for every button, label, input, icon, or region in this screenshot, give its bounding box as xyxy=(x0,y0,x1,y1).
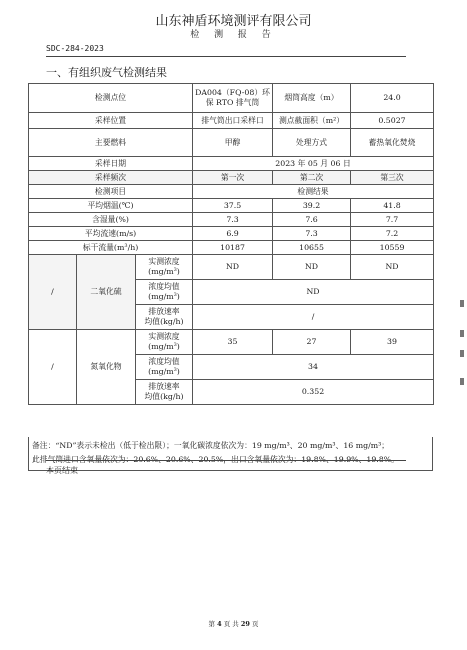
end-divider xyxy=(46,460,406,461)
so2-average-value: ND xyxy=(193,280,434,305)
so2-slash: / xyxy=(29,255,77,330)
fuel-value: 甲醇 xyxy=(193,129,273,157)
nox-measured-3: 39 xyxy=(351,330,434,355)
frequency-label: 采样频次 xyxy=(29,171,193,185)
param-label: 含湿量(%) xyxy=(29,213,193,227)
document-number: SDC-284-2023 xyxy=(46,44,104,53)
frequency-1: 第一次 xyxy=(193,171,273,185)
section-area-label: 测点截面积（m²） xyxy=(273,113,351,129)
row-fuel xyxy=(29,129,434,157)
so2-measured-row xyxy=(29,255,434,280)
sampling-position-value: 排气筒出口采样口 xyxy=(193,113,273,129)
param-value: 10559 xyxy=(351,241,434,255)
scan-edge-mark xyxy=(460,300,464,307)
page-number: 第 4 页 共 29 页 xyxy=(208,620,259,628)
param-value: 7.2 xyxy=(351,227,434,241)
end-of-page-text: 本页结束 xyxy=(46,466,78,475)
nox-average-label: 浓度均值 $(mg/m^3)$ xyxy=(136,355,193,380)
nox-measured-1: 35 xyxy=(193,330,273,355)
so2-measured-2: ND xyxy=(273,255,351,280)
so2-rate-label: 排放速率 均值(kg/h) xyxy=(136,305,193,330)
section-area-value: 0.5027 xyxy=(351,113,434,129)
nox-name: 氮氧化物 xyxy=(77,330,136,405)
company-name: 山东神盾环境测评有限公司 xyxy=(155,14,312,29)
treatment-label: 处理方式 xyxy=(273,129,351,157)
report-subtitle: 检 测 报 告 xyxy=(190,30,277,40)
so2-measured-1: ND xyxy=(193,255,273,280)
scan-edge-mark xyxy=(460,378,464,385)
stack-height-value: 24.0 xyxy=(351,84,434,113)
row-item-header xyxy=(29,185,434,199)
date-label: 采样日期 xyxy=(29,157,193,171)
param-value: 10187 xyxy=(193,241,273,255)
sampling-position-label: 采样位置 xyxy=(29,113,193,129)
so2-measured-label: 实测浓度 $(mg/m^3)$ xyxy=(136,255,193,280)
param-value: 37.5 xyxy=(193,199,273,213)
row-frequency xyxy=(29,171,434,185)
remarks-line-2: 此排气筒进口含氧量依次为：20.6%、20.6%、20.5%，出口含氧量依次为：19.8%、19.9%、19.8%。 xyxy=(32,455,399,464)
so2-rate-value: / xyxy=(193,305,434,330)
nox-measured-label: 实测浓度 $(mg/m^3)$ xyxy=(136,330,193,355)
nox-rate-label: 排放速率 均值(kg/h) xyxy=(136,380,193,405)
nox-slash: / xyxy=(29,330,77,405)
so2-average-label: 浓度均值 $(mg/m^3)$ xyxy=(136,280,193,305)
date-value: 2023 年 05 月 06 日 xyxy=(193,157,434,171)
param-value: 41.8 xyxy=(351,199,434,213)
frequency-2: 第二次 xyxy=(273,171,351,185)
row-date xyxy=(29,157,434,171)
param-value: 7.7 xyxy=(351,213,434,227)
remarks xyxy=(28,437,433,471)
stack-height-label: 烟筒高度（m） xyxy=(273,84,351,113)
nox-measured-2: 27 xyxy=(273,330,351,355)
param-label: 标干流量$(m^3/h)$ xyxy=(29,241,193,255)
point-label: 检测点位 xyxy=(29,84,193,113)
frequency-3: 第三次 xyxy=(351,171,434,185)
header-divider xyxy=(46,56,406,57)
param-value: 7.3 xyxy=(273,227,351,241)
param-value: 10655 xyxy=(273,241,351,255)
so2-measured-3: ND xyxy=(351,255,434,280)
param-value: 7.6 xyxy=(273,213,351,227)
table-row xyxy=(29,199,434,213)
section-title: 一、有组织废气检测结果 xyxy=(46,66,167,79)
scan-edge-mark xyxy=(460,330,464,337)
param-label: 平均烟温(℃) xyxy=(29,199,193,213)
total-pages: 29 xyxy=(240,620,250,628)
item-label: 检测项目 xyxy=(29,185,193,199)
nox-measured-row xyxy=(29,330,434,355)
table-row xyxy=(29,213,434,227)
remarks-line-1: 备注：“ND”表示未检出（低于检出限）；一氧化碳浓度依次为：19 mg/m³、20 mg/m³、16 mg/m³； xyxy=(32,441,390,450)
result-label: 检测结果 xyxy=(193,185,434,199)
so2-name: 二氧化硫 xyxy=(77,255,136,330)
param-value: 39.2 xyxy=(273,199,351,213)
point-value: DA004（FQ-08）环保 RTO 排气筒 xyxy=(193,84,273,113)
current-page: 4 xyxy=(217,620,222,628)
exhaust-results-table xyxy=(28,83,434,405)
treatment-value: 蓄热氧化焚烧 xyxy=(351,129,434,157)
table-row xyxy=(29,227,434,241)
scan-edge-mark xyxy=(460,350,464,357)
param-value: 7.3 xyxy=(193,213,273,227)
param-value: 6.9 xyxy=(193,227,273,241)
nox-average-value: 34 xyxy=(193,355,434,380)
param-label: 平均流速(m/s) xyxy=(29,227,193,241)
nox-rate-value: 0.352 xyxy=(193,380,434,405)
table-row xyxy=(29,241,434,255)
row-point xyxy=(29,84,434,113)
fuel-label: 主要燃料 xyxy=(29,129,193,157)
row-sampling-position xyxy=(29,113,434,129)
